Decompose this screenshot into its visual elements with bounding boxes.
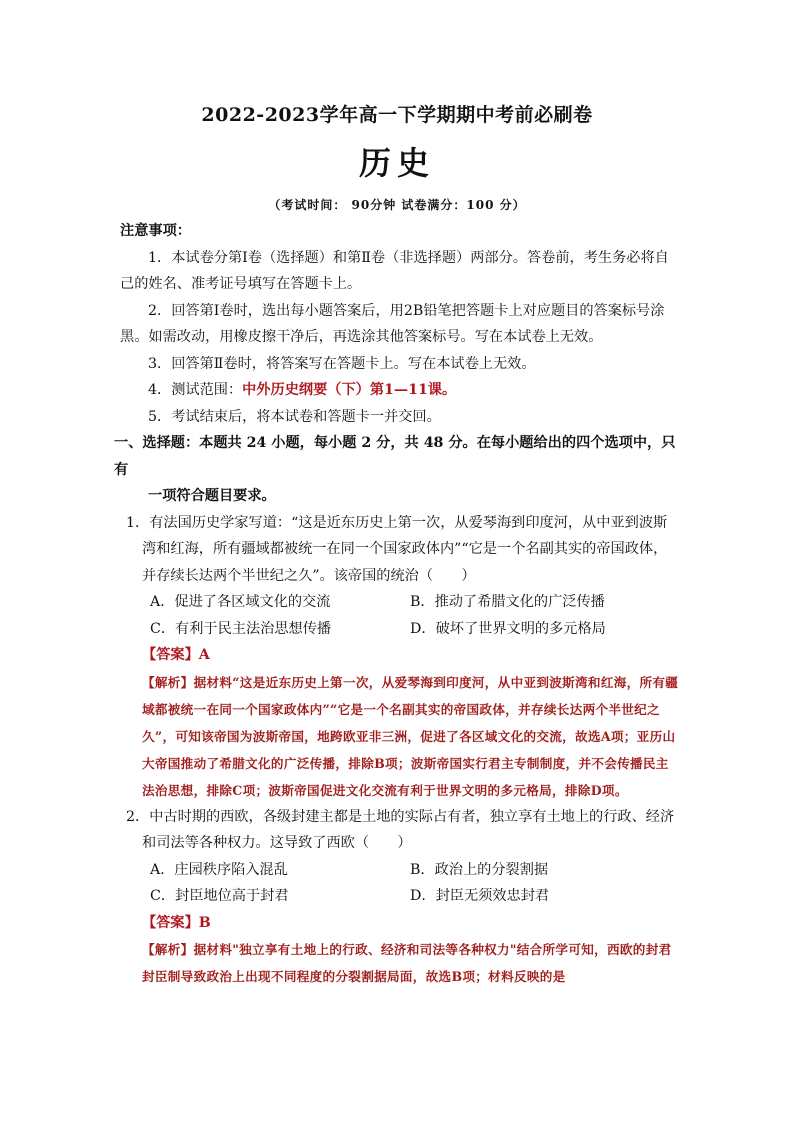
explanation (120, 669, 680, 804)
answer-line (120, 642, 680, 669)
option-b: B．政治上的分裂割据 (410, 861, 549, 878)
option-d: D．破坏了世界文明的多元格局 (410, 620, 606, 637)
notice-item-prefix: 4．测试范围： (148, 382, 243, 398)
option-d: D．封臣无须效忠封君 (410, 888, 550, 904)
exam-meta: （考试时间： 90分钟 试卷满分：100 分） (268, 198, 526, 212)
answer-value: B (198, 914, 211, 931)
explanation (120, 936, 680, 990)
section-heading: 一、选择题：本题共 24 小题，每小题 2 分，共 48 分。在每小题给出的四个选项中，只有 (114, 435, 676, 478)
question-stem: 1．有法国历史学家写道：“这是近东历史上第一次，从爱琴海到印度河，从中亚到波斯湾和红海，所有疆域都被统一在同一个国家政体内”“它是一个名副其实的帝国政体，并存续长达两个半世纪之久”。该帝国的统治（ ） (126, 514, 668, 584)
question-2 (120, 804, 680, 991)
notice-item: 1．本试卷分第Ⅰ卷（选择题）和第Ⅱ卷（非选择题）两部分。答卷前，考生务必将自己的姓名、准考证号填写在答题卡上。 (120, 249, 669, 292)
question-options (120, 589, 680, 642)
notice-item: 2．回答第Ⅰ卷时，选出每小题答案后，用2B铅笔把答题卡上对应题目的答案标号涂黑。如需改动，用橡皮擦干净后，再选涂其他答案标号。写在本试卷上无效。 (120, 302, 665, 345)
answer-label: 【答案】 (142, 914, 199, 931)
document-body (114, 218, 680, 990)
notice-item: 5．考试结束后，将本试卷和答题卡一并交回。 (148, 408, 441, 425)
question-stem: 2．中古时期的西欧，各级封建主都是土地的实际占有者，独立享有土地上的行政、经济和司法等各种权力。这导致了西欧（ ） (126, 808, 675, 851)
question-options (120, 857, 680, 910)
question-1 (120, 510, 680, 804)
answer-label: 【答案】 (142, 647, 199, 663)
option-c: C．有利于民主法治思想传播 (150, 620, 332, 637)
notice-item (120, 377, 680, 404)
option-a: A．促进了各区域文化的交流 (150, 594, 331, 610)
explanation-label: 【解析】 (142, 942, 194, 957)
answer-value: A (198, 647, 210, 663)
section-heading-cont: 一项符合题目要求。 (148, 488, 276, 504)
explanation-text: 据材料“这是近东历史上第一次，从爱琴海到印度河，从中亚到波斯湾和红海，所有疆域都被统一在同一个国家政体内”“它是一个名副其实的帝国政体，并存续长达两个半世纪之久”，可知该帝国为波斯帝国，地跨欧亚非三洲，促进了各区域文化的交流，故选A项；亚历山大帝国推动了希腊文化的广泛传播，排除B项；波斯帝国实行君主专制制度，并不会传播民主法治思想，排除C项；波斯帝国促进文化交流有利于世界文明的多元格局，排除D项。 (142, 674, 679, 798)
exam-title: 2022-2023学年高一下学期期中考前必刷卷 (201, 104, 593, 126)
option-a: A．庄园秩序陷入混乱 (150, 861, 288, 878)
notice-heading: 注意事项： (120, 223, 191, 239)
option-c: C．封臣地位高于封君 (150, 888, 289, 904)
subject-title: 历史 (358, 144, 435, 182)
explanation-text: 据材料"独立享有土地上的行政、经济和司法等各种权力"结合所学可知，西欧的封君封臣制导致政治上出现不同程度的分裂割据局面，故选B项；材料反映的是 (142, 942, 672, 984)
answer-line (120, 910, 680, 937)
notice-item: 3．回答第Ⅱ卷时，将答案写在答题卡上。写在本试卷上无效。 (148, 355, 536, 372)
option-b: B．推动了希腊文化的广泛传播 (410, 594, 605, 610)
explanation-label: 【解析】 (142, 674, 194, 690)
test-range: 中外历史纲要（下）第1—11课。 (242, 382, 457, 398)
